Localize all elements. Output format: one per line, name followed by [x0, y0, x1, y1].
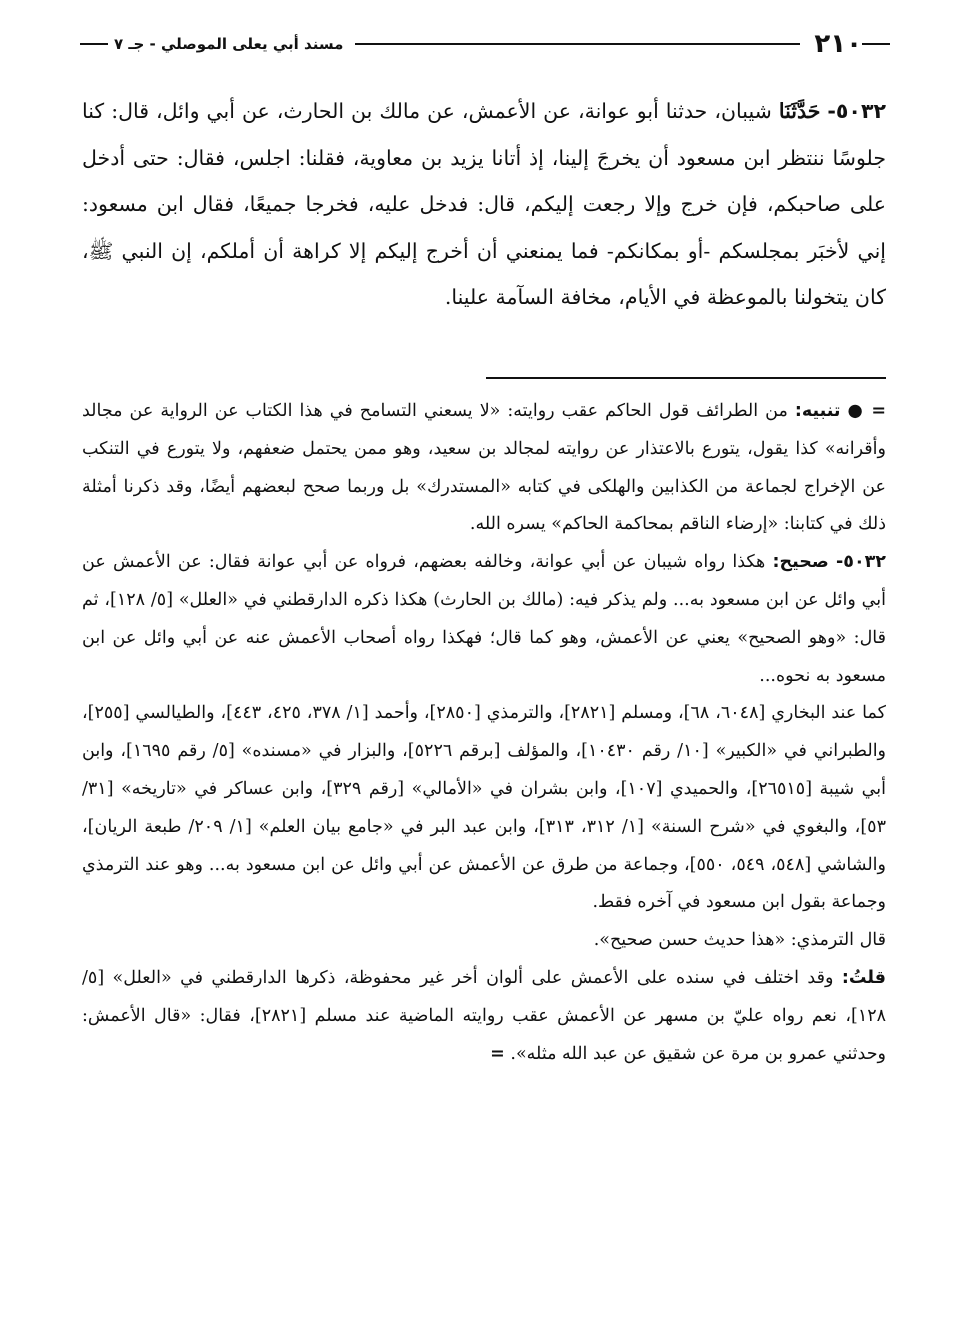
- footnote-takhrij: [82, 544, 886, 695]
- hadith-text-block: [82, 88, 886, 321]
- note-label: تنبيه:: [794, 401, 841, 421]
- continuation-marker-start: =: [871, 401, 886, 421]
- running-title: مسند أبي يعلى الموصلي - جـ ٧: [114, 35, 344, 53]
- tirmidhi-text: قال الترمذي: «هذا حديث حسن صحيح».: [593, 930, 886, 951]
- footnote-tirmidhi: [82, 922, 886, 960]
- header-dash-end: [80, 43, 108, 45]
- page-number: ٢١٠: [814, 29, 862, 59]
- footnotes-block: [82, 393, 886, 1073]
- page-header: [80, 24, 890, 64]
- takhrij-text: هكذا رواه شيبان عن أبي عوانة، وخالفه بعضهم، فرواه عن أبي عوانة فقال: عن الأعمش عن أبي وائل عن ابن مسعود به... ولم يذكر فيه: (مالك بن الحارث) هكذا ذكره الدارقطني في «العلل» [٥/ ١٢٨]، ثم قال: «وهو الصحيح» يعني عن الأعمش، وهو كما قال؛ فهكذا رواه أصحاب الأعمش عنه عن أبي وائل عن ابن مسعود به نحوه...: [82, 552, 886, 686]
- qultu-text: وقد اختلف في سنده على الأعمش على ألوان أخر غير محفوظة، ذكرها الدارقطني في «العلل» [٥/ ١٢٨]، نعم رواه عليّ بن مسهر عن الأعمش عقب روايته الماضية عند مسلم [٢٨٢١]، فقال: «قال الأعمش: وحدثني عمرو بن مرة عن شقيق عن عبد الله مثله».: [82, 967, 887, 1064]
- footnote-sources: [82, 695, 886, 922]
- sources-text: كما عند البخاري [٦٠٤٨، ٦٨]، ومسلم [٢٨٢١]، والترمذي [٢٨٥٠]، وأحمد [١/ ٣٧٨، ٤٢٥، ٤٤٣]، والطيالسي [٢٥٥]، والطبراني في «الكبير» [١٠/ رقم ١٠٤٣٠]، والمؤلف [برقم ٥٢٢٦]، والبزار في «مسنده» [٥/ رقم ١٦٩٥]، وابن أبي شيبة [٢٦٥١٥]، والحميدي [١٠٧]، وابن بشران في «الأمالي» [رقم ٣٢٩]، وابن عساكر في «تاريخه» [٣١/ ٥٣]، والبغوي في «شرح السنة» [١/ ٣١٢، ٣١٣]، وابن عبد البر في «جامع بيان العلم» [١/ ٢٠٩/ طبعة الريان]، والشاشي [٥٤٨، ٥٤٩، ٥٥٠]، وجماعة من طرق عن الأعمش عن أبي وائل عن ابن مسعود به... وهو عند الترمذي وجماعة بقول ابن مسعود في آخره فقط.: [82, 703, 887, 913]
- takhrij-number: ٥٠٣٢-: [836, 552, 886, 573]
- bullet-icon: ●: [847, 401, 865, 421]
- qultu-label: قلتُ:: [841, 967, 886, 988]
- hadith-body: شيبان، حدثنا أبو عوانة، عن الأعمش، عن مالك بن الحارث، عن أبي وائل، قال: كنا جلوسًا ننتظر ابن مسعود أن يخرجَ إلينا، إذ أتانا يزيد بن معاوية، فقلنا: اجلس، فقال: حتى أدخل على صاحبكم، فإن خرج وإلا رجعت إليكم، قال: فدخل عليه، فخرجا جميعًا، فقال ابن مسعود: إني لأخبَر بمجلسكم -أو بمكانكم- فما يمنعني أن أخرج إليكم إلا كراهة أن أملكم، إن النبي ﷺ، كان يتخولنا بالموعظة في الأيام، مخافة السآمة علينا.: [82, 99, 886, 309]
- note-text: من الطرائف قول الحاكم عقب روايته: «لا يسعني التسامح في هذا الكتاب عن الرواية عن مجالد وأقرانه» كذا يقول، يتورع بالاعتذار عن روايته لمجالد بن سعيد، وهو ممن يحتمل ضعفهم، ولا يتورع في التنكب عن الإخراج لجماعة من الكذابين والهلكى في كتابه «المستدرك» بل وربما صحح لبعضهم أيضًا، وقد ذكرنا أمثلة ذلك في كتابنا: «إرضاء الناقم بمحاكمة الحاكم» يسره الله.: [82, 401, 886, 535]
- takhrij-label: صحيح:: [772, 552, 829, 573]
- footnote-qultu: [82, 960, 886, 1073]
- continuation-marker-end: =: [490, 1043, 505, 1064]
- header-rule: [355, 43, 800, 45]
- footnote-separator: [486, 377, 886, 379]
- hadith-number: ٥٠٣٢-: [827, 99, 886, 123]
- hadith-lead: حَدَّثَنَا: [778, 99, 821, 123]
- footnote-note: [82, 393, 886, 544]
- header-dash: [862, 43, 890, 45]
